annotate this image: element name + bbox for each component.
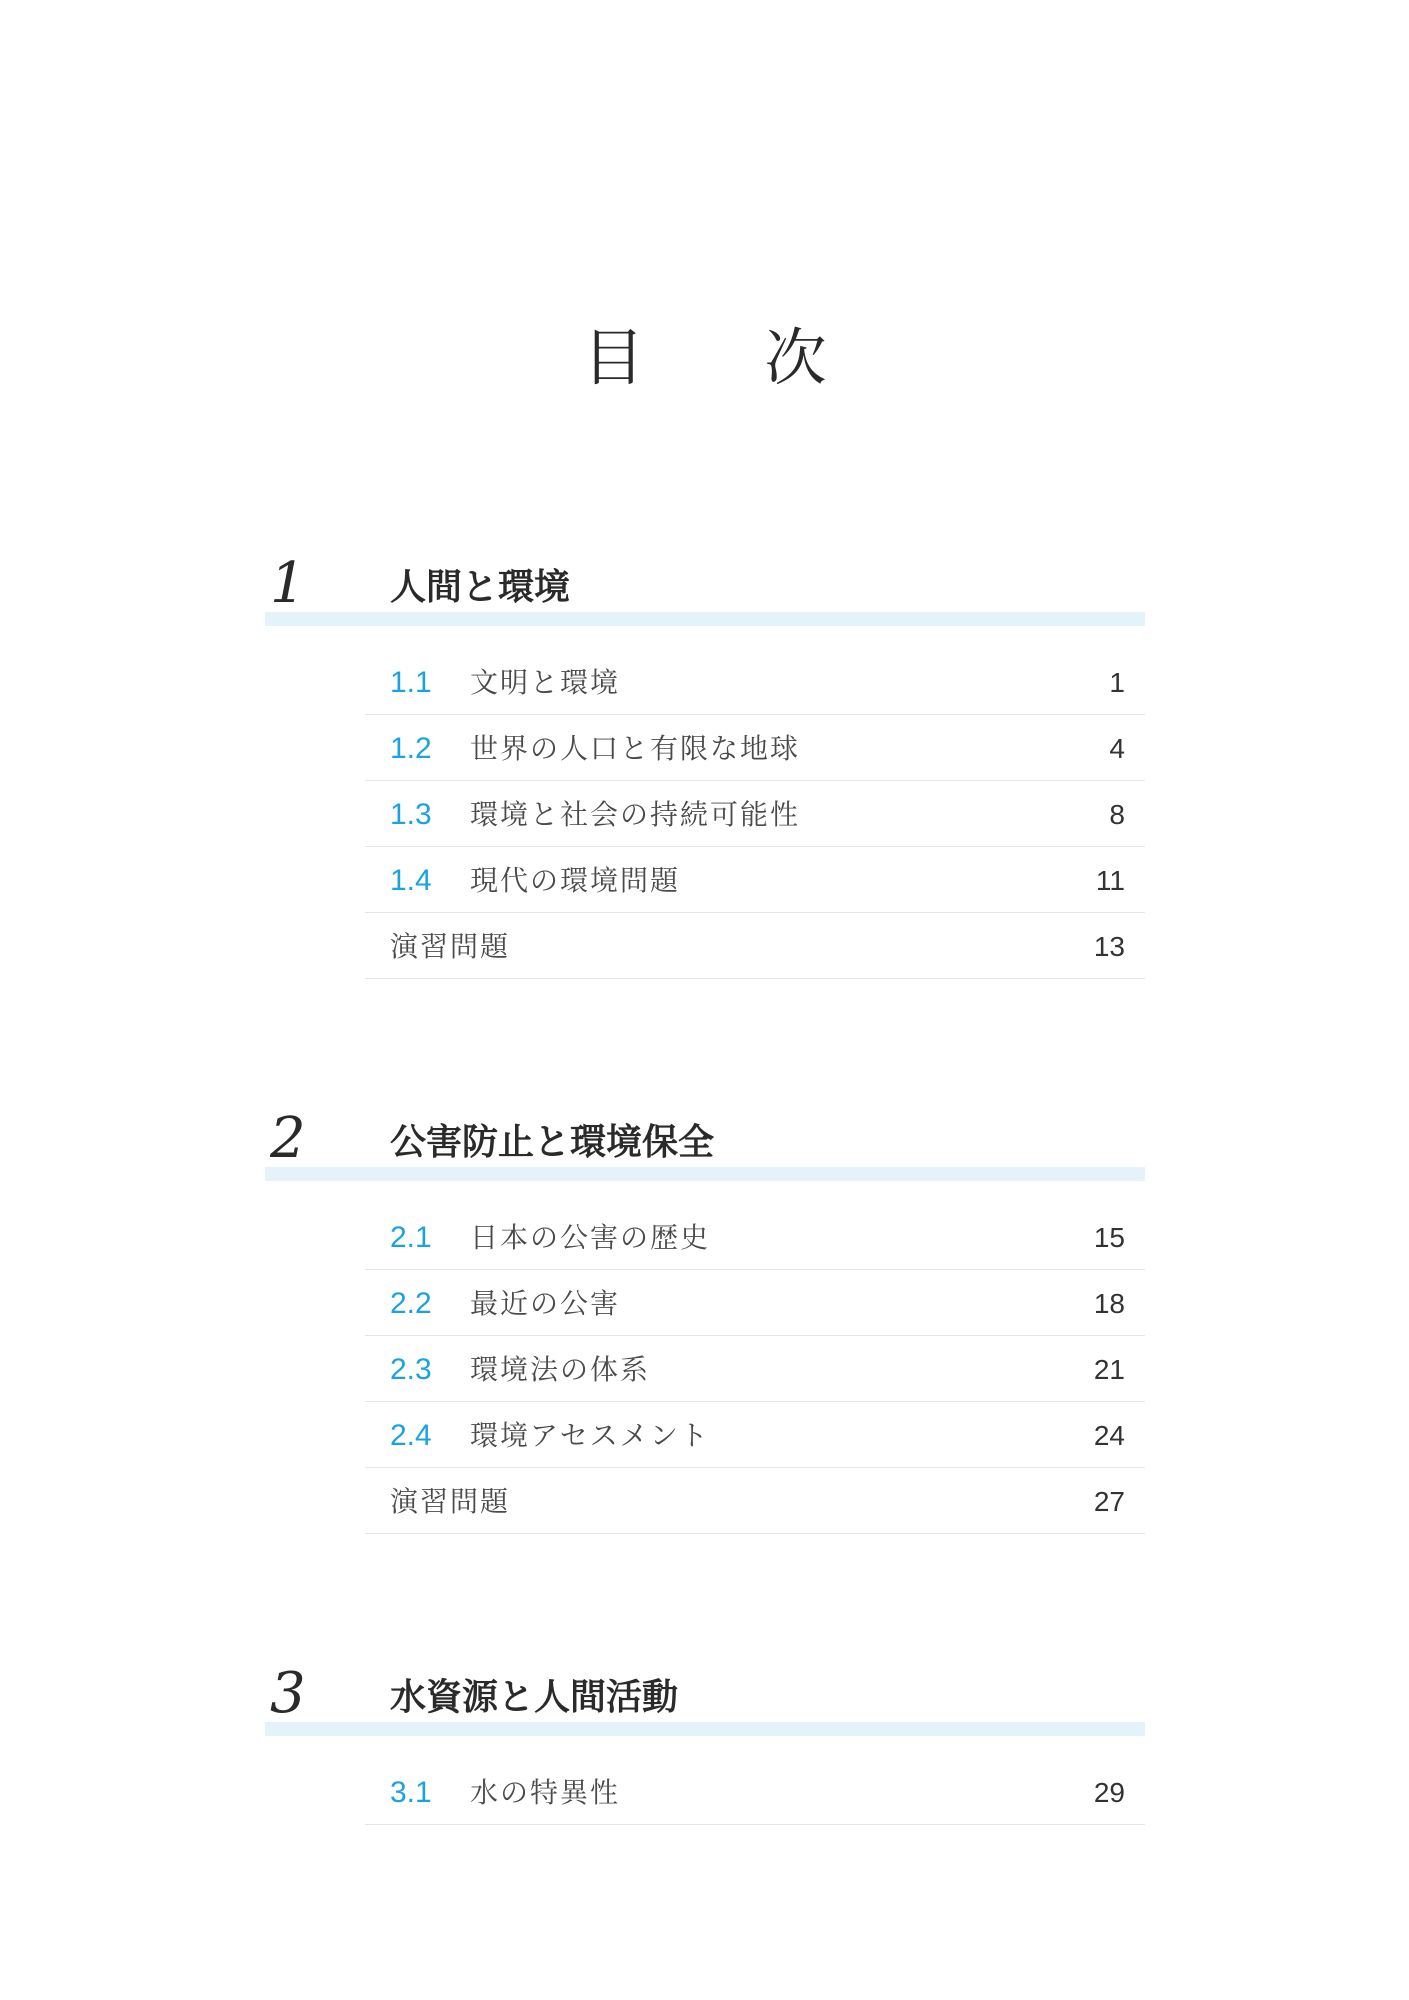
chapter-2 bbox=[265, 1106, 1145, 1534]
page-number: 18 bbox=[1093, 1288, 1125, 1319]
section-number: 2.1 bbox=[390, 1221, 432, 1254]
toc-entry-2-4[interactable] bbox=[365, 1402, 1145, 1468]
chapter-number: 3 bbox=[270, 1661, 306, 1726]
chapter-3 bbox=[265, 1661, 1145, 1825]
chapter-header bbox=[265, 551, 1145, 625]
section-title: 水の特異性 bbox=[470, 1776, 621, 1809]
toc-entry-exercise-1[interactable] bbox=[365, 913, 1145, 979]
section-title: 環境と社会の持続可能性 bbox=[470, 798, 801, 831]
section-list bbox=[365, 1759, 1145, 1825]
chapter-number: 2 bbox=[270, 1106, 306, 1171]
section-title: 日本の公害の歴史 bbox=[470, 1221, 711, 1254]
chapter-header bbox=[265, 1661, 1145, 1735]
section-number: 1.4 bbox=[390, 864, 432, 897]
page-number: 1 bbox=[1109, 667, 1125, 698]
section-list bbox=[365, 649, 1145, 979]
section-number: 1.3 bbox=[390, 798, 432, 831]
toc-entry-1-4[interactable] bbox=[365, 847, 1145, 913]
toc-entry-3-1[interactable] bbox=[365, 1759, 1145, 1825]
section-title: 環境法の体系 bbox=[470, 1353, 651, 1386]
toc-entry-1-2[interactable] bbox=[365, 715, 1145, 781]
section-number: 2.2 bbox=[390, 1287, 432, 1320]
section-title: 現代の環境問題 bbox=[470, 864, 681, 897]
toc-entry-1-3[interactable] bbox=[365, 781, 1145, 847]
section-number: 3.1 bbox=[390, 1776, 432, 1809]
chapter-1 bbox=[265, 551, 1145, 979]
exercise-title: 演習問題 bbox=[390, 930, 511, 963]
section-title: 世界の人口と有限な地球 bbox=[470, 732, 801, 765]
exercise-title: 演習問題 bbox=[390, 1485, 511, 1518]
section-title: 文明と環境 bbox=[470, 666, 621, 699]
section-list bbox=[365, 1204, 1145, 1534]
chapter-underline-bar bbox=[265, 612, 1145, 626]
section-number: 1.2 bbox=[390, 732, 432, 765]
chapter-title[interactable]: 水資源と人間活動 bbox=[390, 1677, 679, 1718]
chapter-header bbox=[265, 1106, 1145, 1180]
page-title: 目次 bbox=[582, 321, 947, 394]
section-number: 1.1 bbox=[390, 666, 432, 699]
toc-entry-exercise-2[interactable] bbox=[365, 1468, 1145, 1534]
page-number: 11 bbox=[1095, 865, 1125, 896]
page-number: 4 bbox=[1109, 733, 1125, 764]
section-title: 環境アセスメント bbox=[470, 1419, 710, 1452]
chapter-title[interactable]: 公害防止と環境保全 bbox=[390, 1122, 715, 1163]
page-number: 13 bbox=[1093, 931, 1125, 962]
page-number: 27 bbox=[1093, 1486, 1125, 1517]
page-number: 24 bbox=[1093, 1420, 1125, 1451]
chapter-number: 1 bbox=[270, 551, 306, 616]
section-title: 最近の公害 bbox=[470, 1287, 621, 1320]
page-number: 8 bbox=[1109, 799, 1125, 830]
section-number: 2.3 bbox=[390, 1353, 432, 1386]
chapter-title[interactable]: 人間と環境 bbox=[390, 567, 571, 608]
page-number: 29 bbox=[1093, 1777, 1125, 1808]
toc-entry-2-2[interactable] bbox=[365, 1270, 1145, 1336]
toc-entry-2-1[interactable] bbox=[365, 1204, 1145, 1270]
chapter-underline-bar bbox=[265, 1167, 1145, 1181]
page-number: 21 bbox=[1093, 1354, 1125, 1385]
toc-entry-1-1[interactable] bbox=[365, 649, 1145, 715]
toc-entry-2-3[interactable] bbox=[365, 1336, 1145, 1402]
page-number: 15 bbox=[1093, 1222, 1125, 1253]
chapter-underline-bar bbox=[265, 1722, 1145, 1736]
section-number: 2.4 bbox=[390, 1419, 432, 1452]
